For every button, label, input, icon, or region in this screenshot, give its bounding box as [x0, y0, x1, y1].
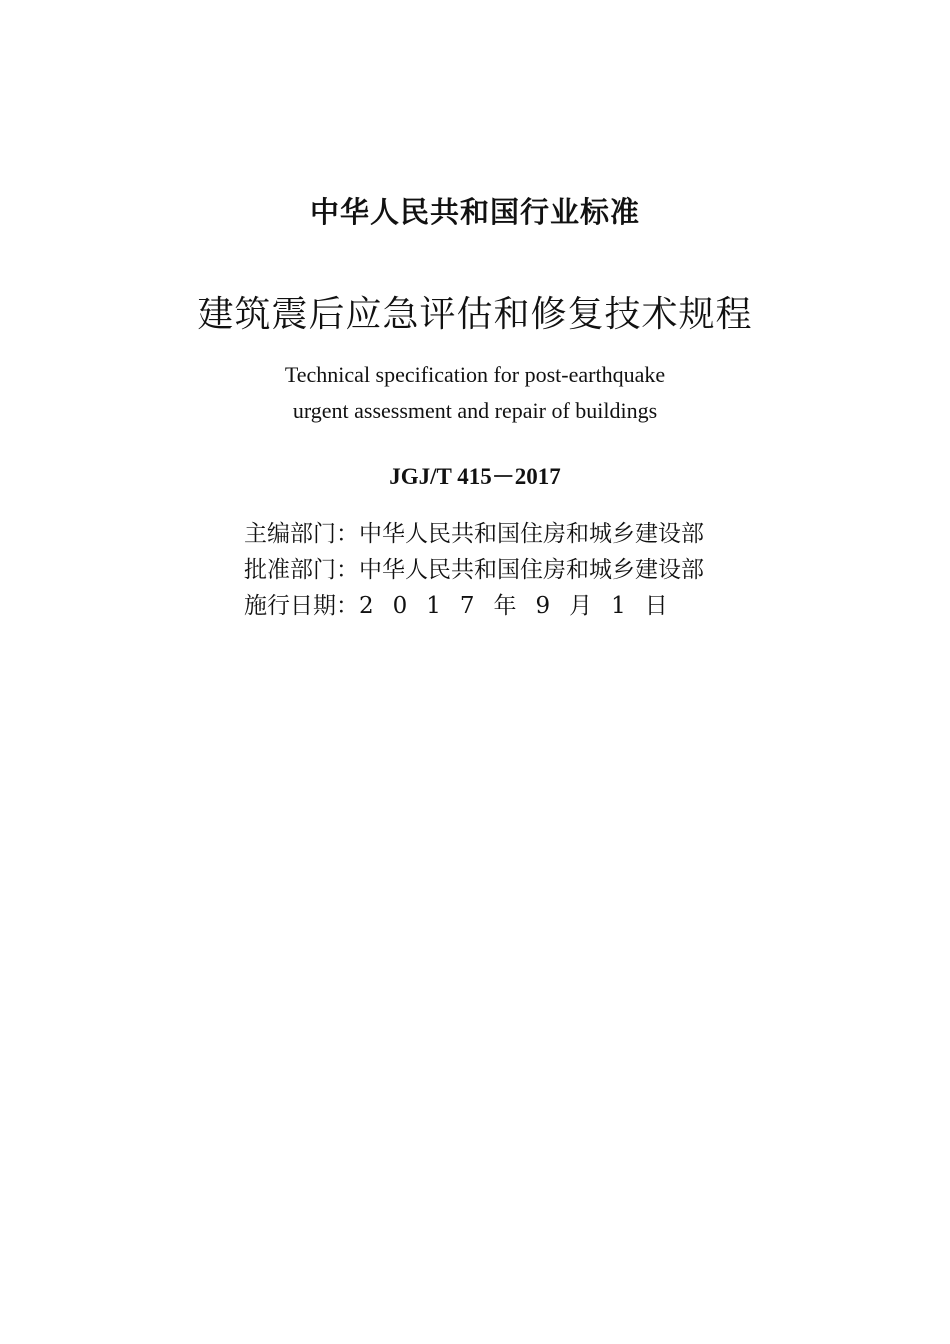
standard-type-heading: 中华人民共和国行业标准: [309, 195, 640, 229]
effective-date-row: [244, 588, 704, 624]
effective-date-value: 2017年9月1日: [359, 593, 687, 619]
approval-department-label: 批准部门：: [244, 557, 359, 583]
effective-date-label: 施行日期：: [244, 593, 359, 619]
document-title-english-line-1: Technical specification for post-earthquake: [284, 362, 666, 387]
approval-department-row: [244, 552, 704, 588]
publication-meta: [244, 516, 704, 624]
standard-code: JGJ/T 415－2017: [389, 464, 561, 489]
document-title-english-line-2: urgent assessment and repair of buildings: [292, 398, 658, 423]
chief-department-row: [244, 516, 704, 552]
document-title-chinese: 建筑震后应急评估和修复技术规程: [197, 294, 753, 335]
chief-department-value: 中华人民共和国住房和城乡建设部: [359, 521, 704, 547]
approval-department-value: 中华人民共和国住房和城乡建设部: [359, 557, 704, 583]
chief-department-label: 主编部门：: [244, 521, 359, 547]
